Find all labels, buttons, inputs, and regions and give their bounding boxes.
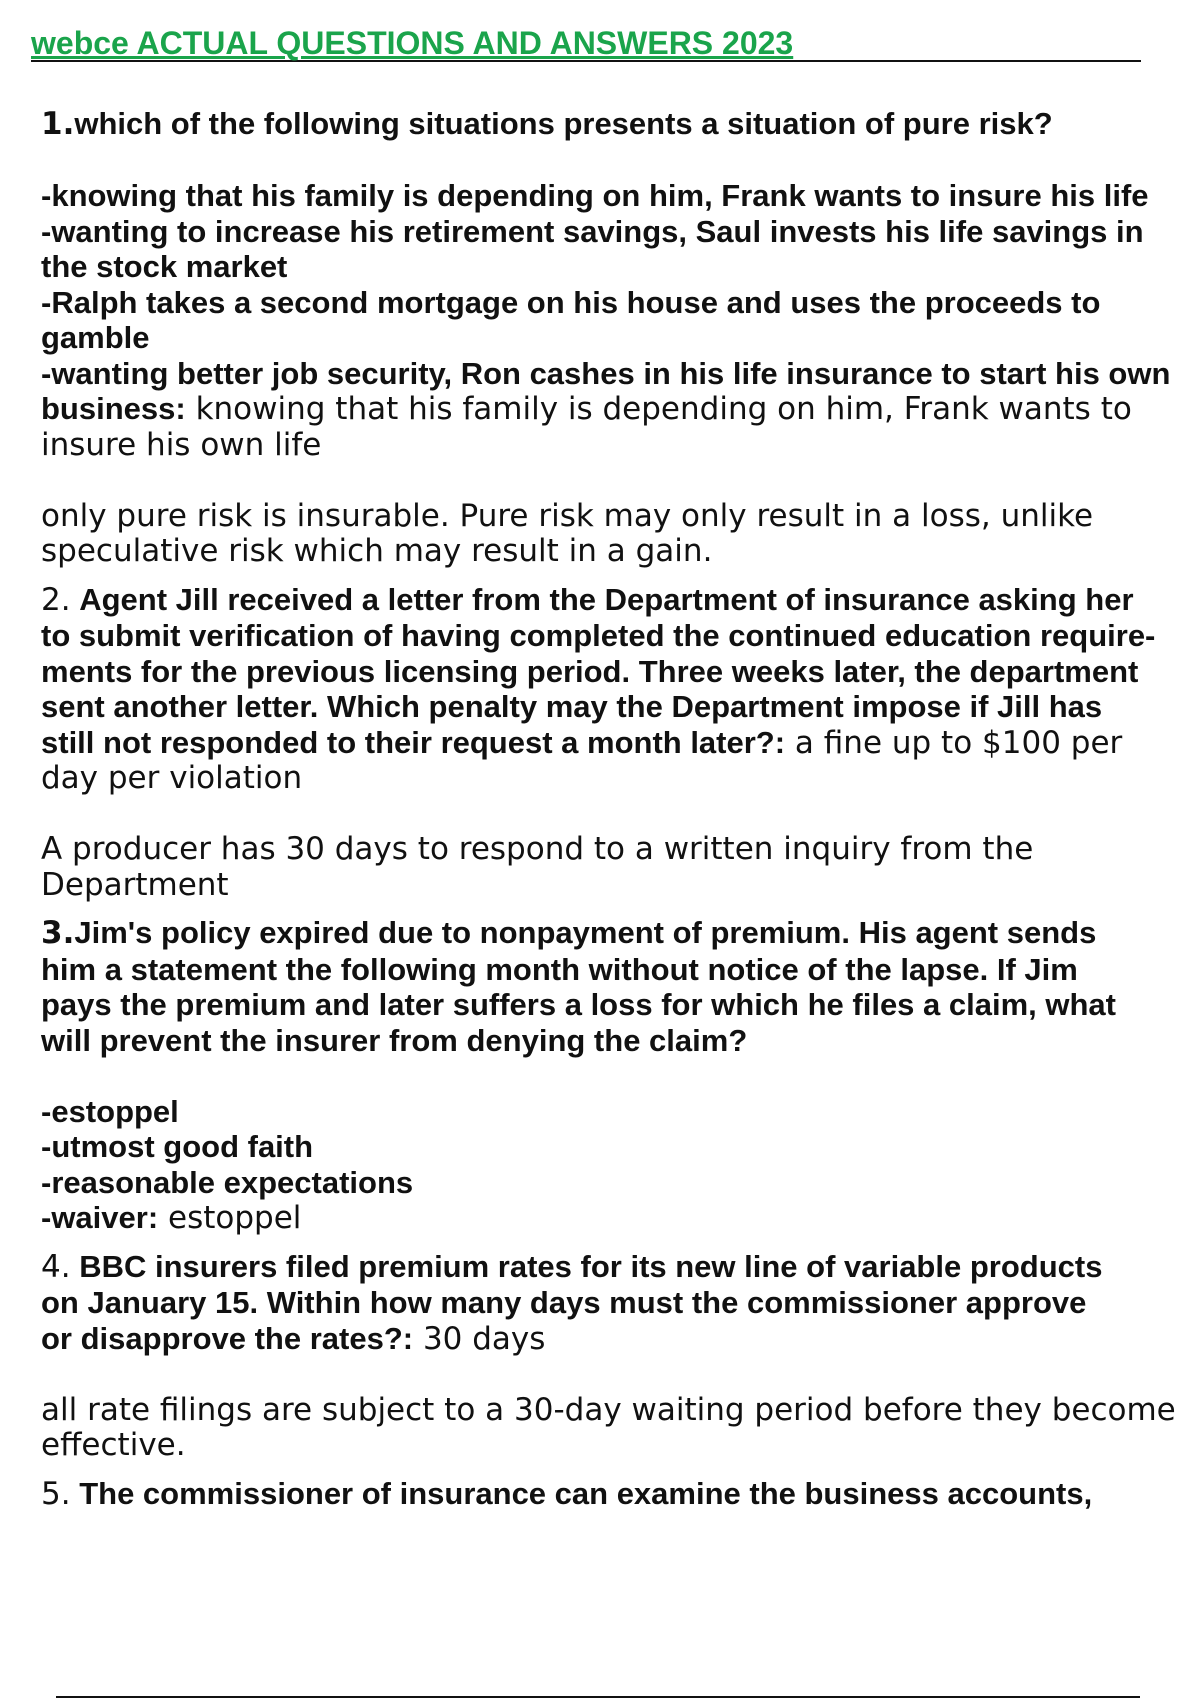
option-line: -wanting to increase his retirement savings, Saul invests his life savings in — [41, 213, 1144, 249]
option-line: gamble — [41, 320, 150, 355]
question-number: 4. — [41, 1248, 71, 1285]
question-prompt: to submit verification of having completed the continued education require- — [41, 618, 1156, 653]
explanation-text: speculative risk which may result in a gain. — [41, 533, 713, 569]
answer-text: estoppel — [158, 1200, 302, 1236]
answer-text: a fine up to $100 per — [785, 724, 1123, 761]
question-4 — [41, 1249, 1200, 1464]
answer-text: knowing that his family is depending on him, Frank wants to — [185, 391, 1132, 427]
option-line: business: — [41, 391, 186, 426]
question-number: 2. — [41, 581, 71, 618]
question-prompt: or disapprove the rates?: — [41, 1320, 414, 1356]
question-prompt: ments for the previous licensing period. Three weeks later, the department — [41, 653, 1139, 689]
document-title: webce ACTUAL QUESTIONS AND ANSWERS 2023 — [31, 25, 794, 61]
explanation-text: only pure risk is insurable. Pure risk may only result in a loss, unlike — [41, 497, 1094, 534]
header-bar — [31, 26, 1141, 62]
question-prompt: still not responded to their request a month later?: — [41, 724, 786, 760]
option-line: -utmost good faith — [41, 1129, 314, 1164]
question-prompt: Agent Jill received a letter from the Department of insurance asking her — [79, 581, 1134, 617]
question-prompt: sent another letter. Which penalty may the Department impose if Jill has — [41, 689, 1103, 724]
option-line: -reasonable expectations — [41, 1164, 414, 1200]
question-prompt: which of the following situations presents a situation of pure risk? — [74, 106, 1053, 141]
question-prompt: pays the premium and later suffers a loss for which he files a claim, what — [41, 987, 1116, 1022]
question-number: 3. — [41, 915, 75, 951]
answer-text: day per violation — [41, 760, 303, 796]
question-number: 1. — [41, 106, 75, 142]
option-line: -knowing that his family is depending on him, Frank wants to insure his life — [41, 178, 1149, 213]
question-prompt: will prevent the insurer from denying the claim? — [41, 1022, 748, 1058]
answer-text: insure his own life — [41, 426, 322, 463]
question-prompt: Jim's policy expired due to nonpayment of premium. His agent sends — [74, 915, 1097, 950]
explanation-text: effective. — [41, 1427, 186, 1463]
question-5 — [41, 1476, 1200, 1513]
explanation-text: A producer has 30 days to respond to a written inquiry from the — [41, 831, 1034, 867]
option-line: -wanting better job security, Ron cashes in his life insurance to start his own — [41, 355, 1171, 391]
question-prompt: him a statement the following month without notice of the lapse. If Jim — [41, 951, 1078, 987]
question-3 — [41, 915, 1200, 1237]
footer-divider — [56, 1696, 1140, 1698]
option-line: the stock market — [41, 249, 288, 284]
explanation-text: all rate filings are subject to a 30-day waiting period before they become — [41, 1391, 1176, 1428]
option-line: -waiver: — [41, 1200, 159, 1235]
question-prompt: BBC insurers filed premium rates for its new line of variable products — [79, 1248, 1103, 1284]
explanation-text: Department — [41, 866, 229, 903]
question-prompt: on January 15. Within how many days must the commissioner approve — [41, 1285, 1087, 1320]
question-2 — [41, 582, 1200, 904]
option-line: -estoppel — [41, 1093, 179, 1129]
question-1 — [41, 106, 1200, 570]
question-prompt: The commissioner of insurance can examine the business accounts, — [79, 1475, 1093, 1511]
document-body — [41, 106, 1200, 1512]
option-line: -Ralph takes a second mortgage on his house and uses the proceeds to — [41, 284, 1101, 320]
question-number: 5. — [41, 1475, 71, 1512]
answer-text: 30 days — [413, 1320, 546, 1357]
